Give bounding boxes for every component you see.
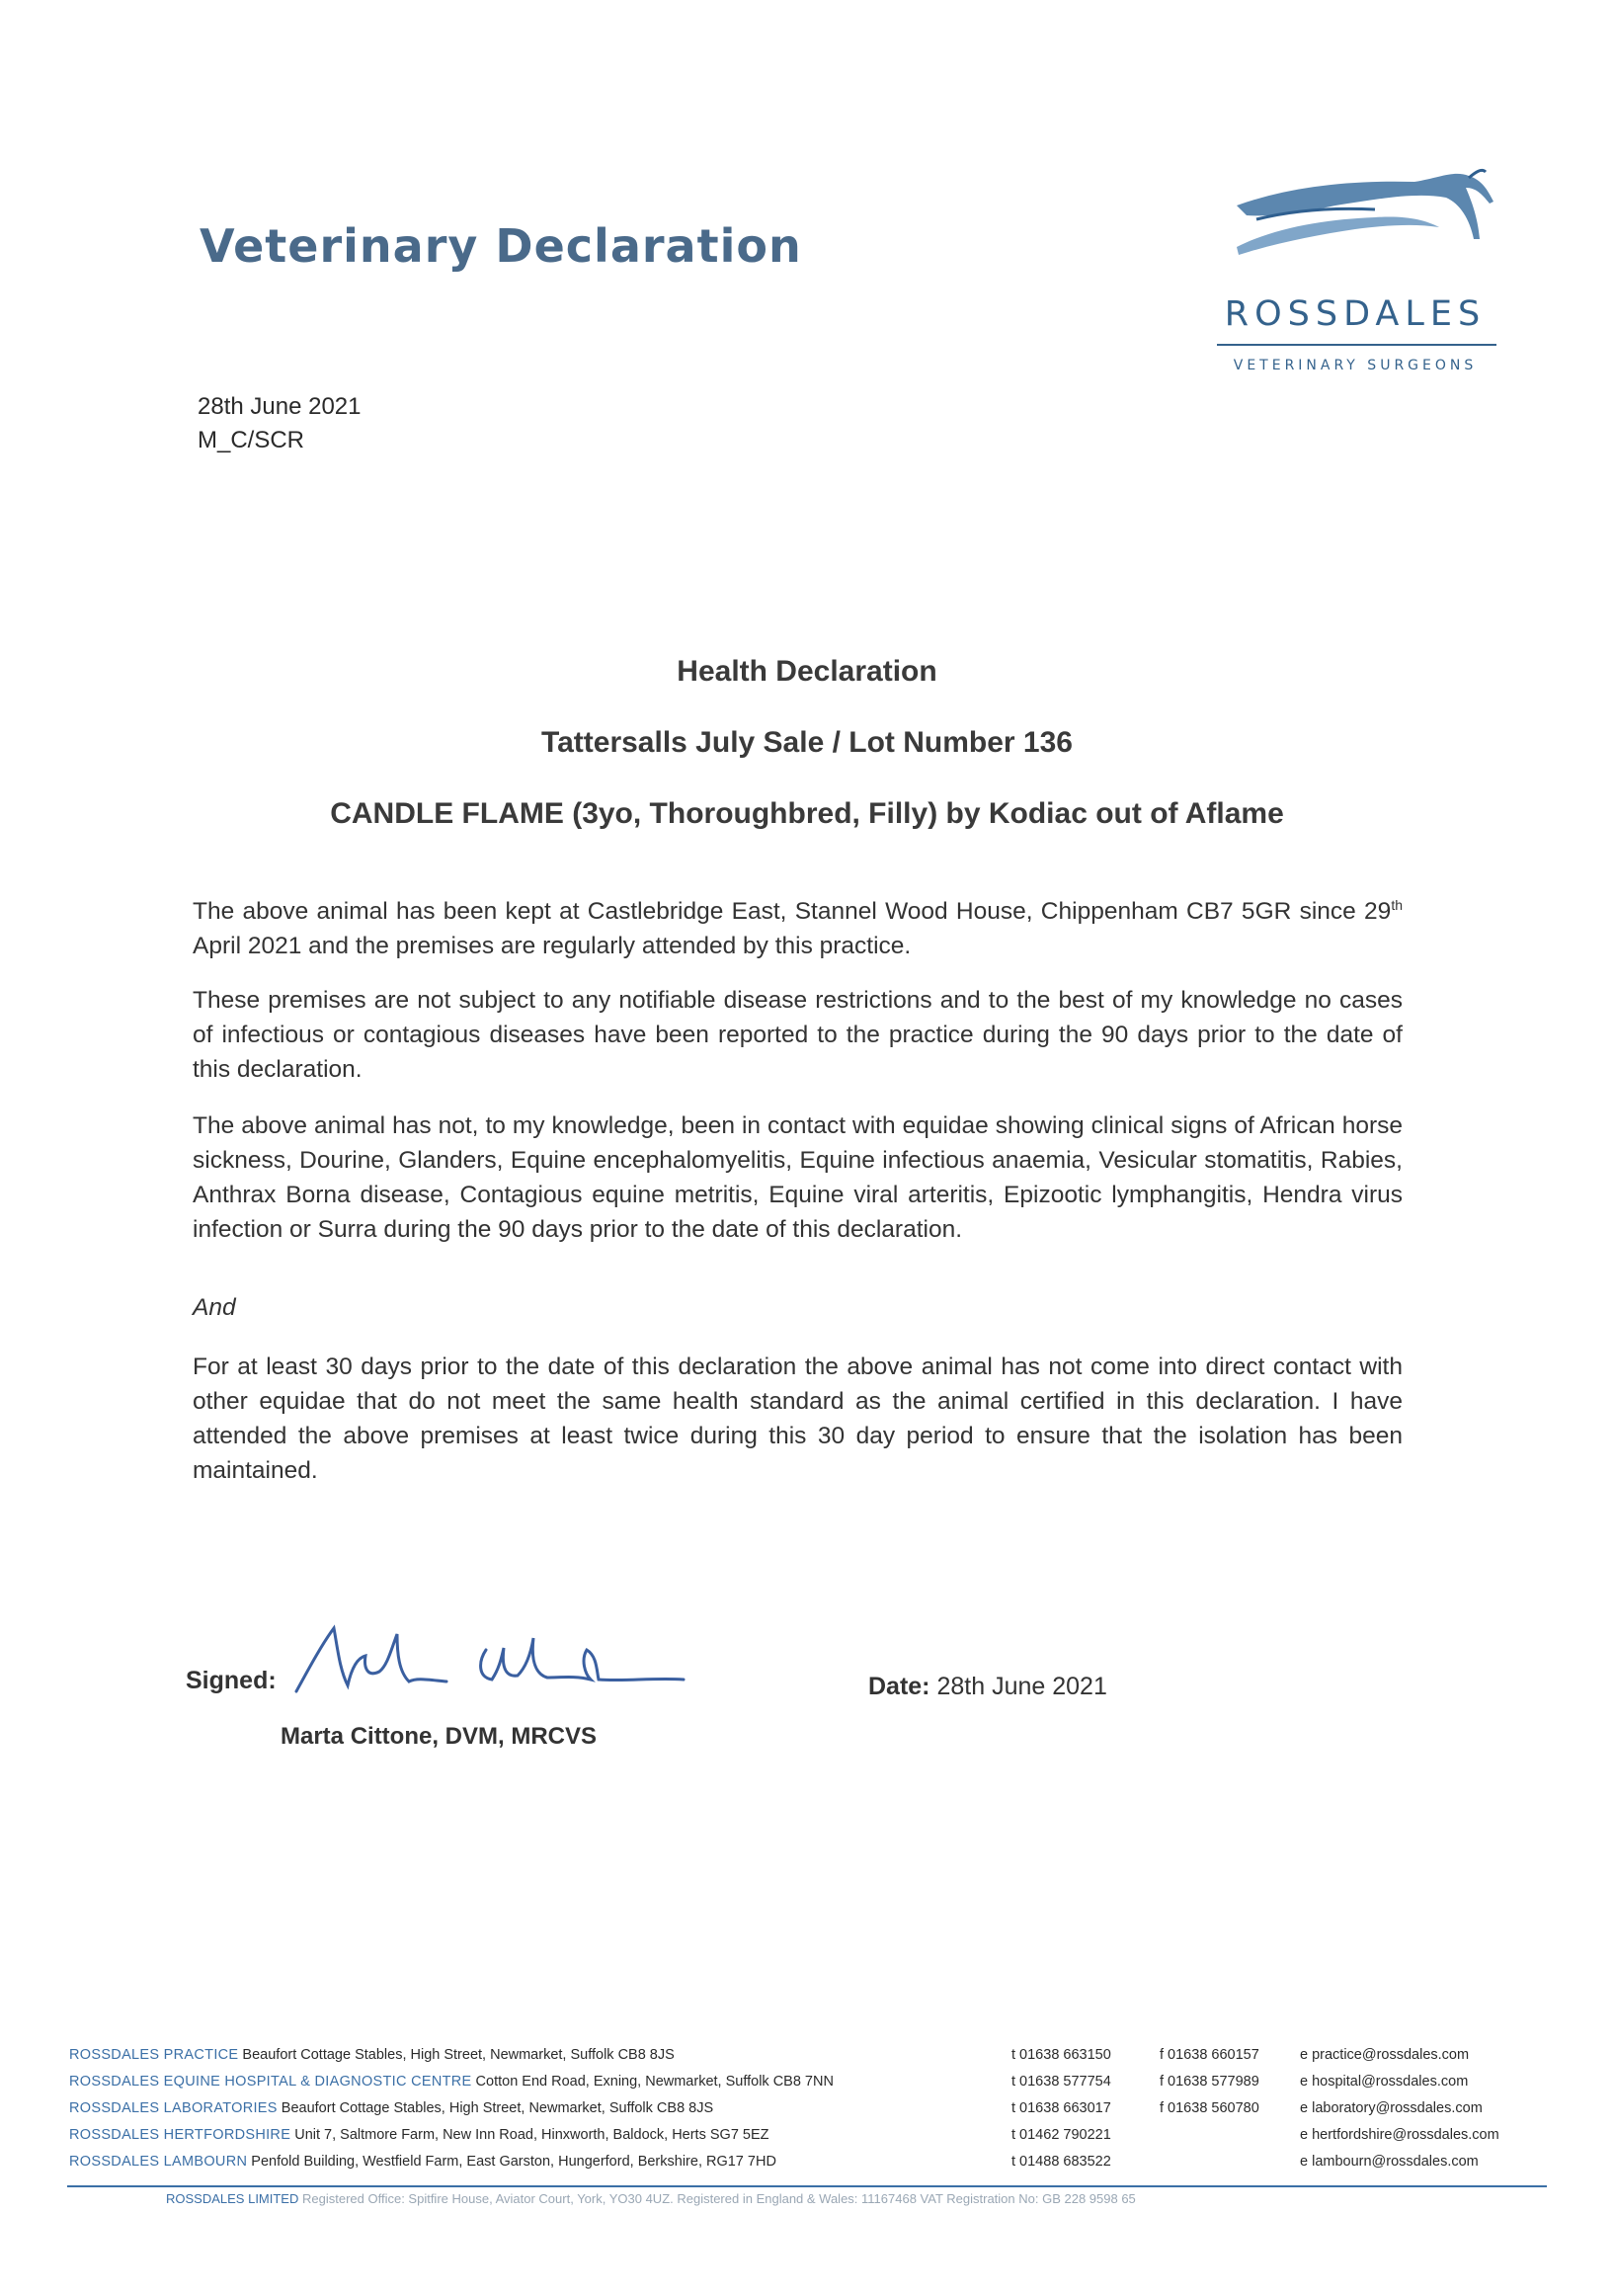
footer-org: ROSSDALES PRACTICE: [69, 2047, 239, 2063]
footer-contacts: [69, 2047, 1551, 2180]
footer-address: Beaufort Cottage Stables, High Street, Newmarket, Suffolk CB8 8JS: [281, 2100, 714, 2116]
horse-logo-icon: [1217, 158, 1503, 277]
signature-date: [868, 1673, 1107, 1701]
heading-sale-lot: Tattersalls July Sale / Lot Number 136: [541, 726, 1073, 759]
footer-fax: f 01638 577989: [1160, 2074, 1259, 2090]
footer-org: ROSSDALES HERTFORDSHIRE: [69, 2127, 291, 2143]
date-value: 28th June 2021: [936, 1673, 1107, 1700]
footer-address: Penfold Building, Westfield Farm, East Garston, Hungerford, Berkshire, RG17 7HD: [251, 2154, 776, 2170]
footer-phone: t 01638 577754: [1011, 2074, 1111, 2090]
registration-org: ROSSDALES LIMITED: [166, 2191, 299, 2206]
paragraph-and: And: [193, 1294, 236, 1321]
footer-phone: t 01488 683522: [1011, 2154, 1111, 2170]
logo-name: ROSSDALES: [1224, 294, 1487, 334]
paragraph-premises-part1: The above animal has been kept at Castlebridge East, Stannel Wood House, Chippenham CB7 5GR since 29: [193, 898, 1392, 925]
date-label: Date:: [868, 1673, 930, 1700]
footer-email: e lambourn@rossdales.com: [1300, 2154, 1479, 2170]
footer-address: Unit 7, Saltmore Farm, New Inn Road, Hinxworth, Baldock, Herts SG7 5EZ: [294, 2127, 769, 2143]
logo-subtitle: VETERINARY SURGEONS: [1233, 358, 1478, 373]
footer-email: e practice@rossdales.com: [1300, 2047, 1470, 2063]
heading-health-declaration: Health Declaration: [677, 655, 937, 688]
footer-fax: f 01638 560780: [1160, 2100, 1259, 2116]
footer-org: ROSSDALES EQUINE HOSPITAL & DIAGNOSTIC CENTRE: [69, 2074, 472, 2090]
signer-name: Marta Cittone, DVM, MRCVS: [281, 1723, 598, 1750]
footer-row: [69, 2154, 1551, 2180]
footer-email: e laboratory@rossdales.com: [1300, 2100, 1483, 2116]
paragraph-restrictions: These premises are not subject to any notifiable disease restrictions and to the best of my knowledge no cases of infectious or contagious diseases have been reported to the practice during the 90 days prior to the date of this declaration.: [193, 987, 1403, 1083]
ordinal-suffix: th: [1391, 896, 1403, 913]
paragraph-premises: [193, 894, 1403, 963]
rossdales-logo: [1207, 158, 1503, 385]
paragraph-premises-part2: April 2021 and the premises are regularly attended by this practice.: [193, 933, 912, 959]
footer-row: [69, 2100, 1551, 2127]
paragraph-isolation: For at least 30 days prior to the date of this declaration the above animal has not come into direct contact with other equidae that do not meet the same health standard as the animal certified in this declaration. I have attended the above premises at least twice during this 30 day period to ensure that the isolation has been maintained.: [193, 1353, 1403, 1484]
document-title: Veterinary Declaration: [200, 219, 802, 273]
footer-address: Cotton End Road, Exning, Newmarket, Suffolk CB8 7NN: [475, 2074, 834, 2090]
registration-text: Registered Office: Spitfire House, Aviator Court, York, YO30 4UZ. Registered in England & Wales: 11167468 VAT Registration No: GB 228 9598 65: [302, 2191, 1136, 2206]
footer-row: [69, 2074, 1551, 2100]
footer-org: ROSSDALES LABORATORIES: [69, 2100, 278, 2116]
footer-fax: f 01638 660157: [1160, 2047, 1259, 2063]
footer-row: [69, 2127, 1551, 2154]
footer-email: e hertfordshire@rossdales.com: [1300, 2127, 1499, 2143]
footer-phone: t 01638 663017: [1011, 2100, 1111, 2116]
footer-divider: [67, 2185, 1547, 2187]
footer-org: ROSSDALES LAMBOURN: [69, 2154, 248, 2170]
heading-animal: CANDLE FLAME (3yo, Thoroughbred, Filly) by Kodiac out of Aflame: [330, 797, 1284, 830]
document-date: 28th June 2021: [198, 393, 362, 420]
footer-registration: [166, 2191, 1136, 2206]
footer-row: [69, 2047, 1551, 2074]
footer-phone: t 01638 663150: [1011, 2047, 1111, 2063]
document-meta: [198, 390, 361, 457]
paragraph-contact: The above animal has not, to my knowledge, been in contact with equidae showing clinical signs of African horse sickness, Dourine, Glanders, Equine encephalomyelitis, Equine infectious anaemia, Vesicular stomatitis, Rabies, Anthrax Borna disease, Contagious equine metritis, Equine viral arteritis, Epizootic lymphangitis, Hendra virus infection or Surra during the 90 days prior to the date of this declaration.: [193, 1112, 1403, 1243]
signed-label: Signed:: [186, 1667, 277, 1694]
document-reference: M_C/SCR: [198, 427, 305, 453]
footer-email: e hospital@rossdales.com: [1300, 2074, 1469, 2090]
logo-rule: [1217, 344, 1496, 346]
footer-address: Beaufort Cottage Stables, High Street, Newmarket, Suffolk CB8 8JS: [242, 2047, 675, 2063]
footer-phone: t 01462 790221: [1011, 2127, 1111, 2143]
handwritten-signature: [288, 1620, 703, 1699]
